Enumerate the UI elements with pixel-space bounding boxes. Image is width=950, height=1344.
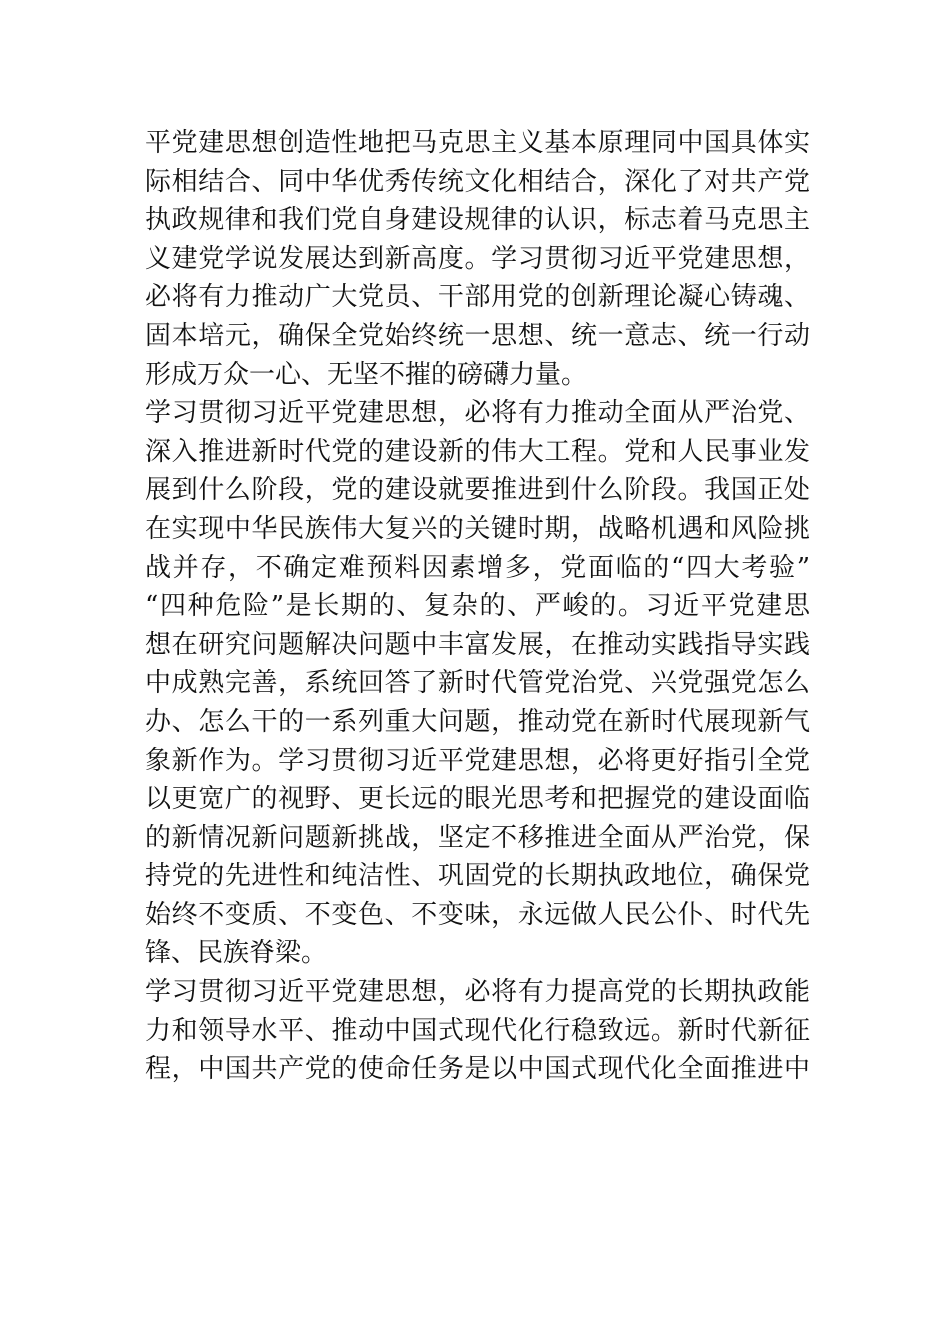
text-line: 想在研究问题解决问题中丰富发展，在推动实践指导实践 (145, 629, 810, 660)
text-line: 展到什么阶段，党的建设就要推进到什么阶段。我国正处 (145, 475, 810, 506)
text-line: 持党的先进性和纯洁性、巩固党的长期执政地位，确保党 (145, 861, 810, 892)
text-line: 战并存，不确定难预料因素增多，党面临的“四大考验” (145, 552, 810, 583)
body-text (145, 124, 810, 1089)
text-line: 锋、民族脊梁。 (145, 938, 328, 969)
text-line: 际相结合、同中华优秀传统文化相结合，深化了对共产党 (145, 166, 810, 197)
text-line: 深入推进新时代党的建设新的伟大工程。党和人民事业发 (145, 436, 810, 467)
text-line: 力和领导水平、推动中国式现代化行稳致远。新时代新征 (145, 1015, 810, 1046)
text-line: 程，中国共产党的使命任务是以中国式现代化全面推进中 (145, 1054, 810, 1085)
text-line: 平党建思想创造性地把马克思主义基本原理同中国具体实 (145, 128, 810, 158)
text-line: 必将有力推动广大党员、干部用党的创新理论凝心铸魂、 (145, 282, 810, 313)
text-line: 的新情况新问题新挑战，坚定不移推进全面从严治党，保 (145, 822, 810, 853)
text-line: “四种危险”是长期的、复杂的、严峻的。习近平党建思 (145, 591, 810, 622)
text-line: 学习贯彻习近平党建思想，必将有力提高党的长期执政能 (145, 977, 810, 1008)
text-line: 始终不变质、不变色、不变味，永远做人民公仆、时代先 (145, 899, 810, 930)
text-line: 象新作为。学习贯彻习近平党建思想，必将更好指引全党 (145, 745, 810, 776)
paragraph-2 (145, 394, 810, 973)
text-line: 形成万众一心、无坚不摧的磅礴力量。 (145, 359, 588, 390)
text-line: 中成熟完善，系统回答了新时代管党治党、兴党强党怎么 (145, 668, 810, 699)
text-line: 义建党学说发展达到新高度。学习贯彻习近平党建思想， (145, 243, 810, 274)
text-line: 固本培元，确保全党始终统一思想、统一意志、统一行动 (145, 320, 810, 351)
text-line: 在实现中华民族伟大复兴的关键时期，战略机遇和风险挑 (145, 513, 810, 544)
text-line: 学习贯彻习近平党建思想，必将有力推动全面从严治党、 (145, 398, 810, 429)
paragraph-3 (145, 973, 810, 1089)
text-line: 办、怎么干的一系列重大问题，推动党在新时代展现新气 (145, 706, 810, 737)
paragraph-1 (145, 124, 810, 394)
text-line: 以更宽广的视野、更长远的眼光思考和把握党的建设面临 (145, 784, 810, 815)
text-line: 执政规律和我们党自身建设规律的认识，标志着马克思主 (145, 205, 810, 236)
